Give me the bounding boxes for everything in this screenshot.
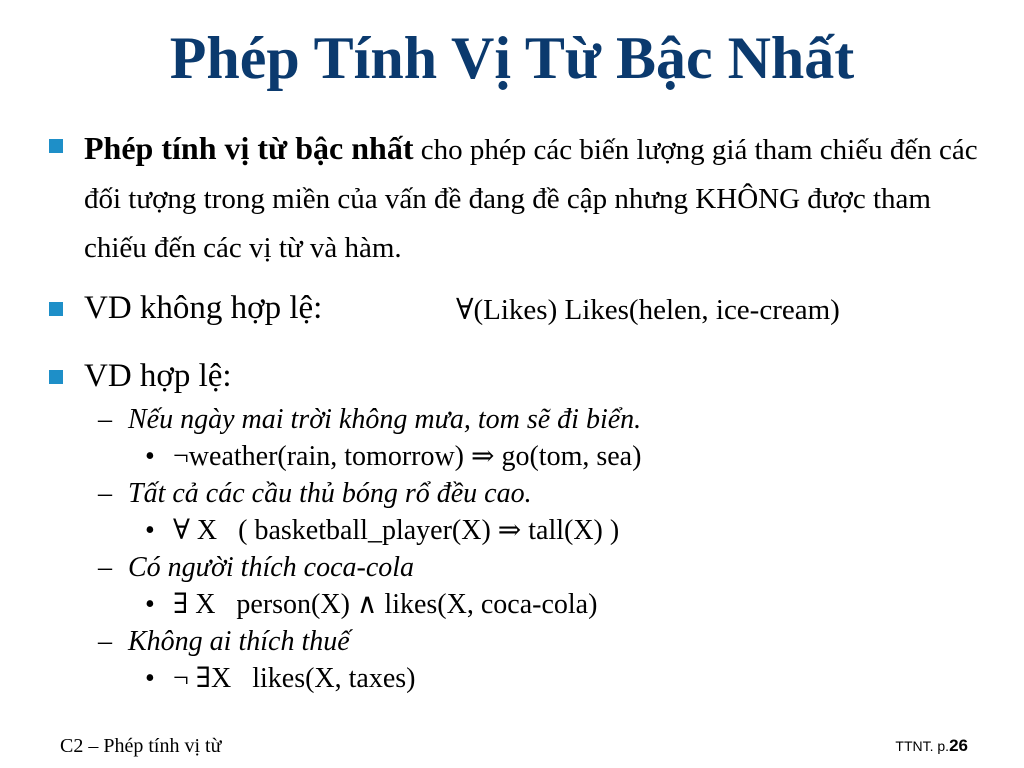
valid-example-label: VD hợp lệ: (84, 358, 232, 394)
invalid-example-label: VD không hợp lệ: (84, 290, 323, 326)
definition-text: cho phép các biến lượng giá tham chiếu đến các đối tượng trong miền của vấn đề đang đề cập nhưng KHÔNG được tham chiếu đến các vị từ và hàm. (84, 134, 978, 264)
bullet-square-icon (49, 302, 63, 316)
example-formula: ¬weather(rain, tomorrow) ⇒ go(tom, sea) (173, 441, 642, 472)
footer-page (895, 733, 968, 759)
example-formula: ∀ X ( basketball_player(X) ⇒ tall(X) ) (173, 515, 620, 546)
slide-title: Phép Tính Vị Từ Bậc Nhất (169, 25, 855, 91)
dash-marker: – (98, 626, 112, 657)
invalid-example-formula: ∀(Likes) Likes(helen, ice-cream) (456, 294, 840, 326)
dot-marker: • (145, 441, 155, 472)
footer-chapter: C2 – Phép tính vị từ (60, 735, 222, 757)
definition-term: Phép tính vị từ bậc nhất (84, 130, 414, 166)
definition-paragraph (84, 124, 999, 273)
example-sentence: Không ai thích thuế (128, 626, 350, 657)
footer-page-prefix: TTNT. p. (895, 738, 950, 754)
bullet-square-icon (49, 139, 63, 153)
example-formula: ¬ ∃X likes(X, taxes) (173, 663, 416, 694)
dot-marker: • (145, 515, 155, 546)
example-sentence: Tất cả các cầu thủ bóng rổ đều cao. (128, 478, 532, 509)
bullet-square-icon (49, 370, 63, 384)
dot-marker: • (145, 589, 155, 620)
dash-marker: – (98, 404, 112, 435)
page-number: 26 (949, 736, 968, 755)
example-formula: ∃ X person(X) ∧ likes(X, coca-cola) (173, 589, 598, 620)
invalid-example (84, 286, 999, 330)
dash-marker: – (98, 478, 112, 509)
example-sentence: Nếu ngày mai trời không mưa, tom sẽ đi biển. (128, 404, 642, 435)
example-sentence: Có người thích coca-cola (128, 552, 415, 583)
dot-marker: • (145, 663, 155, 694)
dash-marker: – (98, 552, 112, 583)
